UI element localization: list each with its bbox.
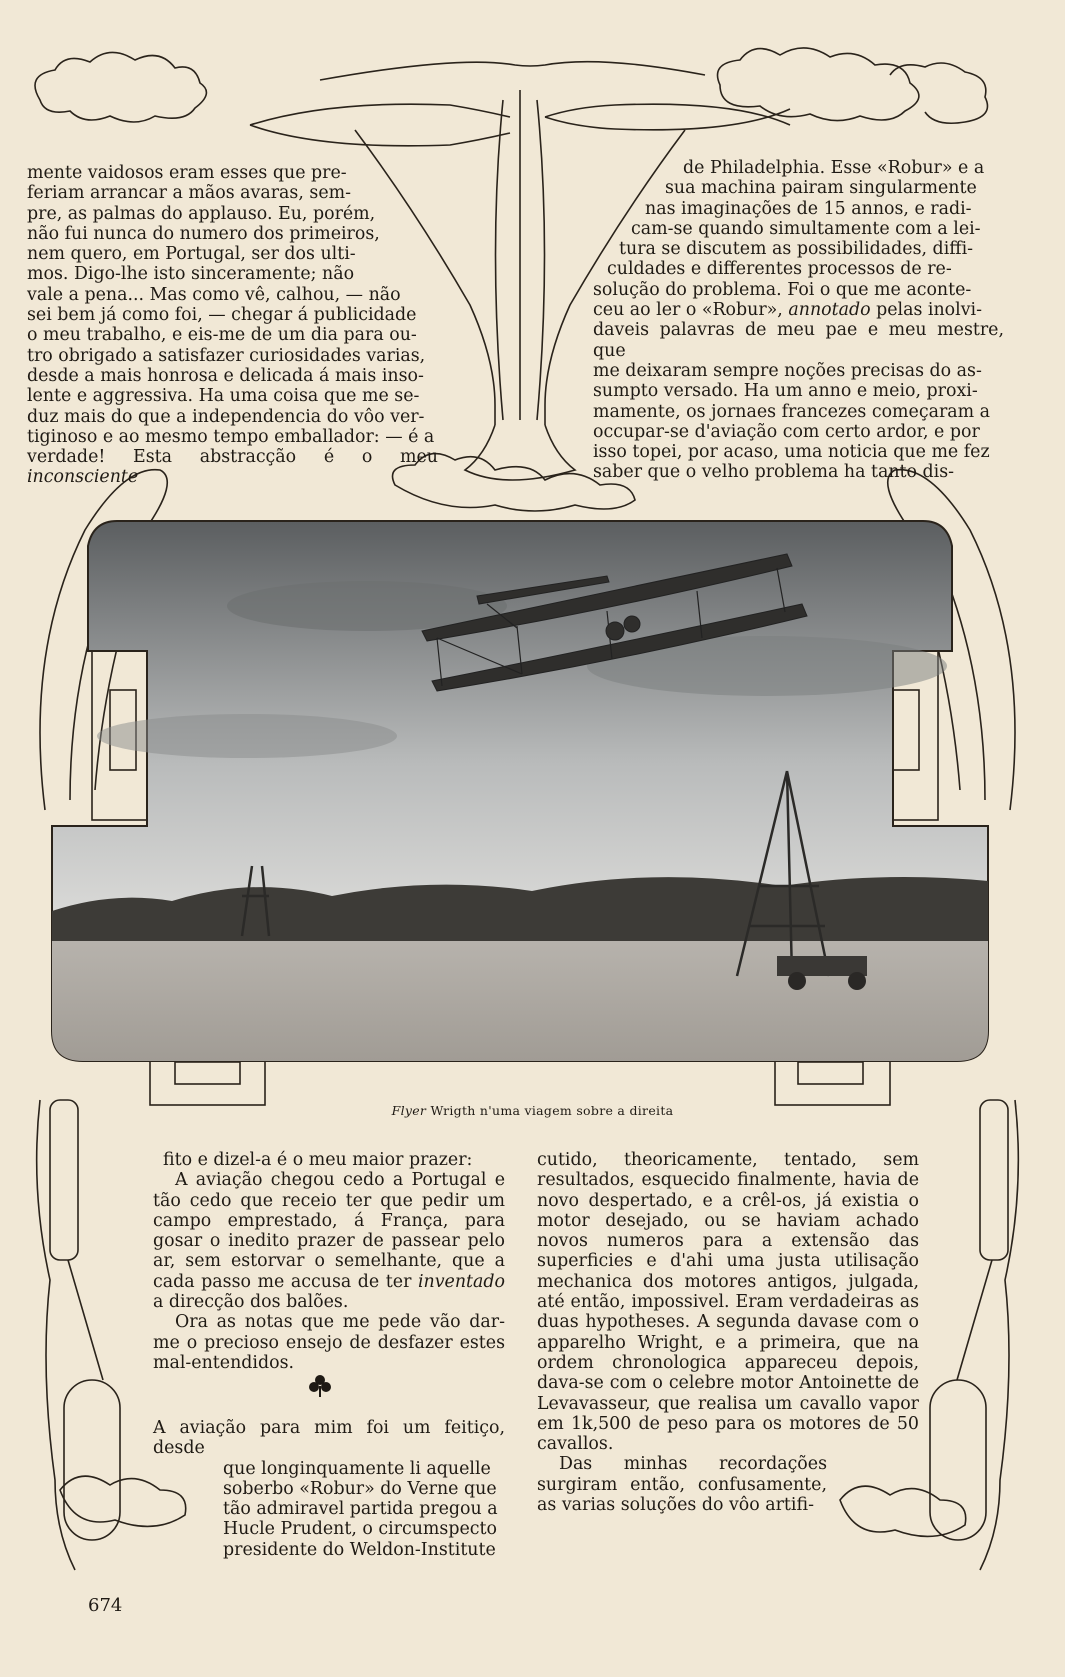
bottom-left-column — [153, 1150, 505, 1373]
text-line: tro obrigado a satisfazer curiosidades varias, — [27, 345, 426, 366]
paragraph-first-line: A aviação para mim foi um feitiço, desde — [153, 1418, 505, 1459]
text-line: saber que o velho problema ha tanto dis- — [593, 462, 955, 483]
text: pelas inolvi- — [876, 300, 982, 321]
text-line: isso topei, por acaso, uma noticia que me fez — [593, 442, 990, 463]
text-line: não fui nunca do numero dos primeiros, — [27, 223, 380, 244]
text: ceu ao ler o «Robur», — [593, 300, 783, 321]
top-left-column — [27, 163, 438, 488]
text-line: nas imaginações de 15 annos, e radi- — [645, 198, 972, 219]
text-line: tão admiravel partida pregou a — [223, 1499, 498, 1520]
paragraph: fito e dizel-a é o meu maior prazer: — [163, 1150, 473, 1170]
paragraph: cutido, theoricamente, tentado, sem resultados, esquecido finalmente, havia de novo despertado, e a crêl-os, já existia o motor desejado, ou se haviam achado novos numeros para a extensão das superficies e d'ahi uma justa utilisação mechanica dos motores antigos, julgada, até então, impossivel. Eram verdadeiras as duas hypotheses. A segunda davase com o apparelho Wright, e a primeira, que na ordem chronologica appareceu depois, dava-se com o celebre motor Antoinette de Levavasseur, que realisa um cavallo vapor em 1k,500 de peso para os motores de 50 cavallos. — [537, 1150, 919, 1455]
text-line: daveis palavras de meu pae e meu mestre, que — [593, 320, 1004, 361]
text-line — [593, 300, 1004, 320]
page-number: 674 — [88, 1595, 123, 1616]
text-line: presidente do Weldon-Institute — [223, 1539, 496, 1560]
text-line: tiginoso e ao mesmo tempo emballador: — é a — [27, 426, 435, 447]
text-line: sua machina pairam singularmente — [665, 178, 977, 199]
text-line: Hucle Prudent, o circumspecto — [223, 1519, 497, 1540]
text-line: lente e aggressiva. Ha uma coisa que me se- — [27, 386, 420, 407]
text-line: cam-se quando simultamente com a lei- — [631, 218, 981, 239]
text-line: pre, as palmas do applauso. Eu, porém, — [27, 203, 376, 224]
text-line: desde a mais honrosa e delicada á mais inso- — [27, 365, 424, 386]
paragraph: Das minhas recordações surgiram então, confusamente, as varias soluções do vôo artifi- — [537, 1454, 827, 1516]
text-line: tura se discutem as possibilidades, diffi- — [619, 239, 974, 260]
text-line: mente vaidosos eram esses que pre- — [27, 163, 347, 183]
italic-word: annotado — [788, 300, 871, 321]
text: verdade! Esta abstracção é o meu — [27, 447, 438, 468]
text-line: mos. Digo-lhe isto sinceramente; não — [27, 264, 355, 285]
caption-text: Wrigth n'uma viagem sobre a direita — [430, 1103, 674, 1118]
top-right-column — [593, 158, 1004, 483]
italic-word: inconsciente — [27, 467, 139, 488]
text-line: vale a pena... Mas como vê, calhou, — não — [27, 284, 401, 305]
text-line: solução do problema. Foi o que me aconte- — [593, 279, 972, 300]
text-line: feriam arrancar a mãos avaras, sem- — [27, 183, 351, 204]
text-line: o meu trabalho, e eis-me de um dia para ou- — [27, 325, 417, 346]
text-line: nem quero, em Portugal, ser dos ulti- — [27, 244, 356, 265]
text: a direcção dos balões. — [153, 1292, 349, 1313]
text-line: me deixaram sempre noções precisas do as- — [593, 360, 982, 381]
text-line: duz mais do que a independencia do vôo ver- — [27, 406, 425, 427]
text-line: sei bem já como foi, — chegar á publicidade — [27, 305, 417, 326]
text: A aviação chegou cedo a Portugal e tão cedo que receio ter que pedir um campo emprestado, á França, para gosar o inedito prazer de passear pelo ar, sem estorvar o semelhante, que a cada passo me accusa de ter — [153, 1170, 505, 1292]
text-line: occupar-se d'aviação com certo ardor, e por — [593, 421, 980, 442]
fleuron-icon — [307, 1372, 333, 1398]
biplane-photograph — [47, 516, 993, 1068]
photo-caption — [0, 1103, 1065, 1118]
paragraph: Ora as notas que me pede vão dar-me o precioso ensejo de desfazer estes mal-entendidos. — [153, 1312, 505, 1373]
text-line: mamente, os jornaes francezes começaram a — [593, 401, 991, 422]
bottom-right-column — [537, 1150, 919, 1515]
text-line: soberbo «Robur» do Verne que — [223, 1478, 497, 1499]
caption-aircraft: Flyer — [391, 1103, 427, 1118]
text-line-last — [27, 447, 438, 488]
text-line: sumpto versado. Ha um anno e meio, proxi- — [593, 381, 978, 402]
italic-word: inventado — [417, 1271, 505, 1292]
text-line: de Philadelphia. Esse «Robur» e a — [683, 158, 985, 178]
bottom-left-column-2 — [153, 1418, 505, 1560]
text-line: culdades e differentes processos de re- — [607, 259, 952, 280]
paragraph — [153, 1170, 505, 1312]
text-line: que longinquamente li aquelle — [223, 1458, 491, 1479]
